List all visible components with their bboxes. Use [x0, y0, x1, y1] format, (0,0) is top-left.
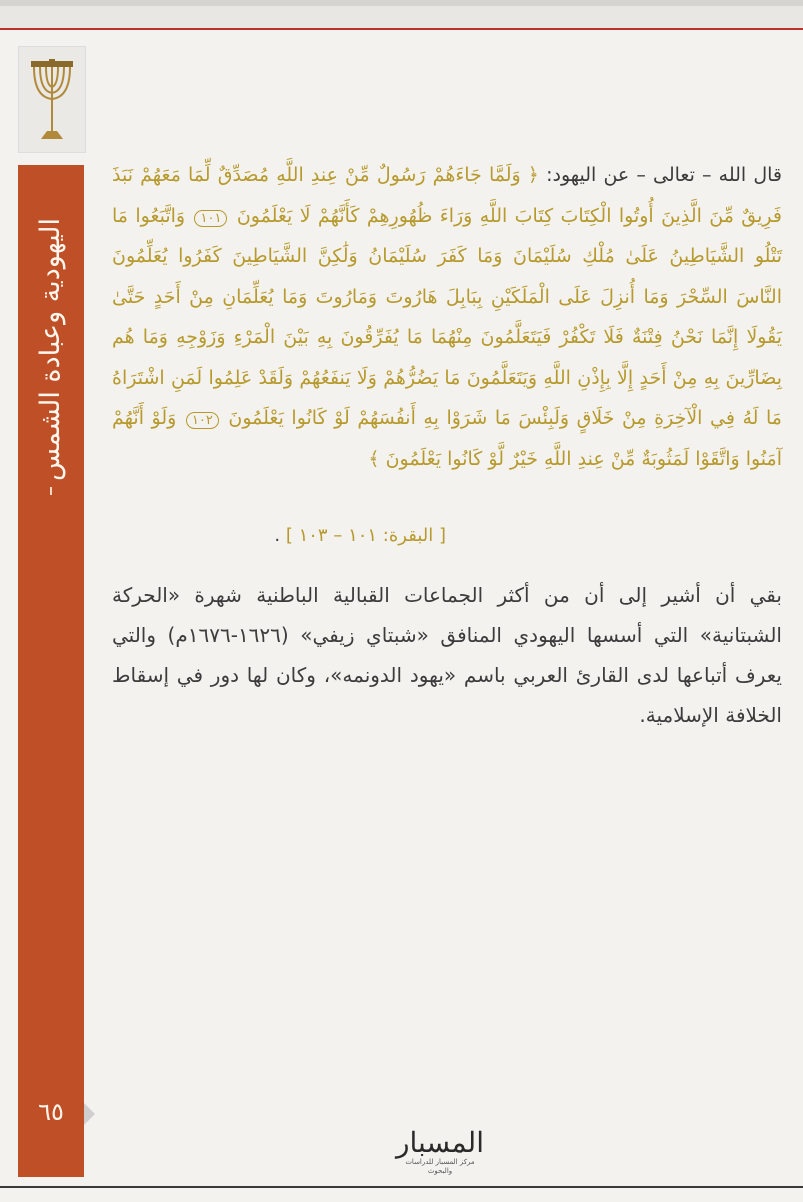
page-number: ٦٥: [38, 1098, 64, 1126]
publisher-logo-subtext: مركز المسبار للدراسات والبحوث: [405, 1158, 475, 1175]
verse-intro: قال الله – تعالى – عن اليهود:: [538, 164, 783, 186]
verse-text-1: ﴿ وَلَمَّا جَاءَهُمْ رَسُولٌ مِّنْ عِندِ اللَّهِ مُصَدِّقٌ لِّمَا مَعَهُمْ نَبَذَ فَرِيقٌ مِّنَ الَّذِينَ أُوتُوا الْكِتَابَ كِتَابَ اللَّهِ وَرَاءَ ظُهُورِهِمْ كَأَنَّهُمْ لَا يَعْلَمُونَ: [112, 164, 782, 227]
verse-reference-text: [ البقرة: ١٠١ – ١٠٣ ]: [285, 525, 446, 546]
publisher-logo-text: المسبار: [396, 1126, 484, 1159]
top-page-lip: [0, 0, 803, 6]
verse-number-101: ١٠١: [194, 210, 227, 227]
verse-reference: [146, 525, 446, 546]
body-paragraph: بقي أن أشير إلى أن من أكثر الجماعات القبالية الباطنية شهرة «الحركة الشبتانية» التي أسسها اليهودي المنافق «شبتاي زيفي» (١٦٢٦-١٦٧٦م) والتي يعرف أتباعها لدى القارئ العربي باسم «يهود الدونمه»، وكان لها دور في إسقاط الخلافة الإسلامية.: [112, 583, 782, 727]
quran-verse-block: [112, 155, 782, 479]
chapter-title: اليهودية وعبادة الشمس: [35, 218, 66, 482]
verse-text-3: وَلَوْ أَنَّهُمْ آمَنُوا وَاتَّقَوْا لَمَثُوبَةٌ مِّنْ عِندِ اللَّهِ خَيْرٌ لَّوْ كَانُوا يَعْلَمُونَ ﴾: [112, 407, 782, 470]
menorah-image: [18, 46, 86, 153]
page-marker-triangle: [84, 1103, 95, 1125]
side-divider: [50, 487, 52, 495]
verse-reference-end: .: [274, 525, 286, 546]
verse-text-2: وَاتَّبَعُوا مَا تَتْلُو الشَّيَاطِينُ عَلَىٰ مُلْكِ سُلَيْمَانَ وَمَا كَفَرَ سُلَيْمَانُ وَلَٰكِنَّ الشَّيَاطِينَ كَفَرُوا يُعَلِّمُونَ النَّاسَ السِّحْرَ وَمَا أُنزِلَ عَلَى الْمَلَكَيْنِ بِبَابِلَ هَارُوتَ وَمَارُوتَ وَمَا يُعَلِّمَانِ مِنْ أَحَدٍ حَتَّىٰ يَقُولَا إِنَّمَا نَحْنُ فِتْنَةٌ فَلَا تَكْفُرْ فَيَتَعَلَّمُونَ مِنْهُمَا مَا يُفَرِّقُونَ بِهِ بَيْنَ الْمَرْءِ وَزَوْجِهِ وَمَا هُم بِضَارِّينَ بِهِ مِنْ أَحَدٍ إِلَّا بِإِذْنِ اللَّهِ وَيَتَعَلَّمُونَ مَا يَضُرُّهُمْ وَلَا يَنفَعُهُمْ وَلَقَدْ عَلِمُوا لَمَنِ اشْتَرَاهُ مَا لَهُ فِي الْآخِرَةِ مِنْ خَلَاقٍ وَلَبِئْسَ مَا شَرَوْا بِهِ أَنفُسَهُمْ لَوْ كَانُوا يَعْلَمُونَ: [112, 204, 782, 429]
menorah-icon: [19, 47, 85, 152]
publisher-logo: [395, 1128, 485, 1176]
top-page-edge: [0, 0, 803, 30]
verse-number-102: ١٠٢: [186, 412, 219, 429]
